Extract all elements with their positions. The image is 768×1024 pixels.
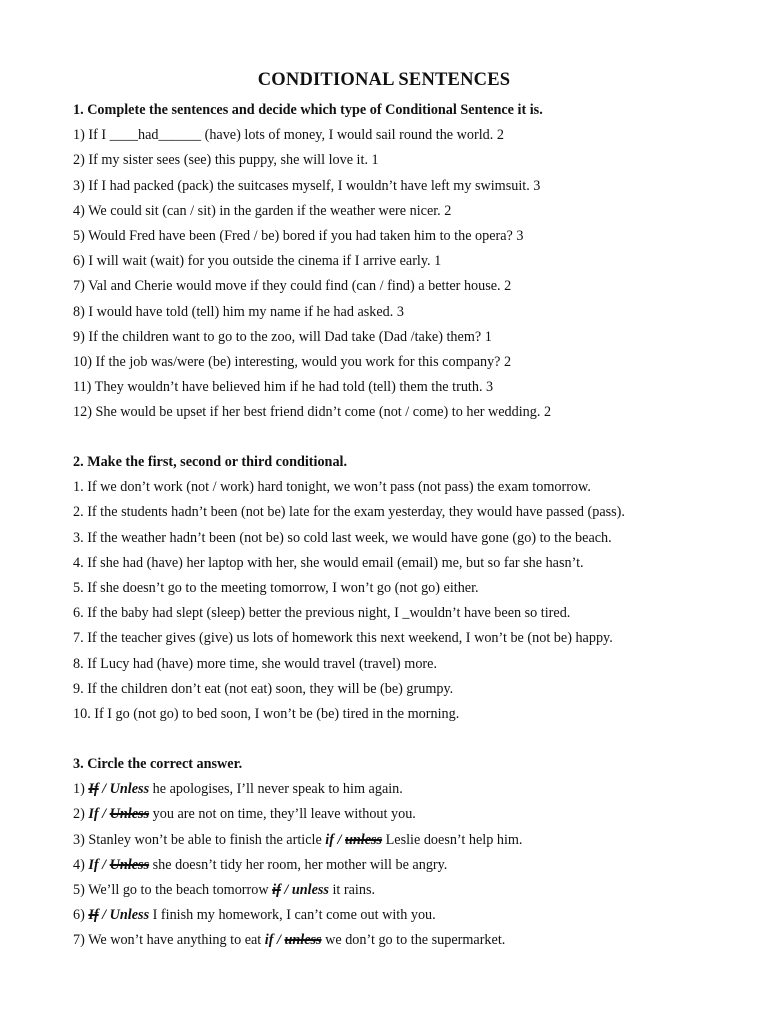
sentence-text: Stanley won’t be able to finish the article	[88, 831, 326, 848]
exercise-line: 10. If I go (not go) to bed soon, I won’t be (be) tired in the morning.	[73, 705, 460, 722]
exercise-line: 1) If I ____had______ (have) lots of money, I would sail round the world. 2	[73, 127, 504, 144]
exercise-line: 7. If the teacher gives (give) us lots of homework this next weekend, I won’t be (not be) happy.	[73, 630, 613, 647]
choice-line	[73, 806, 733, 831]
item-number: 7)	[73, 932, 89, 949]
exercise-line: 2. If the students hadn’t been (not be) late for the exam yesterday, they would have passed (pass).	[73, 504, 625, 521]
option-if: If	[88, 806, 99, 823]
section-circle-answer	[73, 756, 733, 958]
option-unless: Unless	[109, 907, 150, 924]
option-unless: Unless	[109, 781, 150, 798]
section-make-conditional	[73, 454, 733, 731]
sentence-text: you are not on time, they’ll leave without you.	[149, 806, 416, 823]
item-number: 3)	[73, 831, 89, 848]
option-separator: /	[333, 831, 346, 848]
option-separator: /	[98, 907, 110, 924]
sentence-text: We’ll go to the beach tomorrow	[88, 881, 273, 898]
exercise-line: 11) They wouldn’t have believed him if he had told (tell) them the truth. 3	[73, 379, 494, 396]
option-separator: /	[98, 856, 110, 873]
sentence-text: Leslie doesn’t help him.	[382, 831, 523, 848]
item-number: 6)	[73, 907, 89, 924]
sentence-text: I finish my homework, I can’t come out with you.	[149, 907, 436, 924]
exercise-line: 6) I will wait (wait) for you outside the cinema if I arrive early. 1	[73, 253, 442, 270]
choice-line	[73, 832, 733, 857]
sentence-text: we don’t go to the supermarket.	[321, 932, 506, 949]
exercise-line: 3) If I had packed (pack) the suitcases myself, I wouldn’t have left my swimsuit. 3	[73, 177, 541, 194]
item-number: 2)	[73, 806, 89, 823]
option-if: if	[264, 932, 274, 949]
option-separator: /	[98, 781, 110, 798]
exercise-line: 8) I would have told (tell) him my name if he had asked. 3	[73, 303, 404, 320]
option-if: If	[88, 781, 99, 798]
option-if: If	[88, 856, 99, 873]
sentence-text: she doesn’t tidy her room, her mother will be angry.	[149, 856, 448, 873]
section-heading: 1. Complete the sentences and decide which type of Conditional Sentence it is.	[73, 102, 543, 118]
item-number: 4)	[73, 856, 89, 873]
option-unless: unless	[284, 932, 322, 949]
option-unless: unless	[345, 831, 383, 848]
exercise-line: 7) Val and Cherie would move if they could find (can / find) a better house. 2	[73, 278, 512, 295]
exercise-line: 6. If the baby had slept (sleep) better the previous night, I _wouldn’t have been so tired.	[73, 605, 571, 622]
choice-line	[73, 857, 733, 882]
sentence-text: it rains.	[328, 881, 376, 898]
exercise-line: 4. If she had (have) her laptop with her, she would email (email) me, but so far she hasn’t.	[73, 554, 584, 571]
exercise-line: 5) Would Fred have been (Fred / be) bored if you had taken him to the opera? 3	[73, 227, 524, 244]
exercise-line: 12) She would be upset if her best friend didn’t come (not / come) to her wedding. 2	[73, 404, 552, 421]
choice-line	[73, 882, 733, 907]
item-number: 1)	[73, 781, 89, 798]
exercise-line: 9. If the children don’t eat (not eat) soon, they will be (be) grumpy.	[73, 680, 454, 697]
exercise-line: 9) If the children want to go to the zoo, will Dad take (Dad /take) them? 1	[73, 328, 492, 345]
section-heading: 2. Make the first, second or third conditional.	[73, 454, 348, 470]
exercise-line: 2) If my sister sees (see) this puppy, she will love it. 1	[73, 152, 379, 169]
option-separator: /	[280, 881, 292, 898]
option-unless: Unless	[109, 806, 150, 823]
section-complete-sentences	[73, 102, 733, 429]
option-unless: unless	[291, 881, 329, 898]
option-if: If	[88, 907, 99, 924]
exercise-line: 1. If we don’t work (not / work) hard tonight, we won’t pass (not pass) the exam tomorrow.	[73, 479, 591, 496]
choice-line	[73, 932, 733, 957]
option-unless: Unless	[109, 856, 150, 873]
option-separator: /	[98, 806, 110, 823]
exercise-line: 8. If Lucy had (have) more time, she would travel (travel) more.	[73, 655, 438, 672]
exercise-line: 4) We could sit (can / sit) in the garden if the weather were nicer. 2	[73, 202, 452, 219]
page-title: CONDITIONAL SENTENCES	[257, 70, 511, 90]
option-separator: /	[273, 932, 285, 949]
item-number: 5)	[73, 881, 89, 898]
exercise-line: 3. If the weather hadn’t been (not be) so cold last week, we would have gone (go) to the beach.	[73, 529, 612, 546]
sentence-text: We won’t have anything to eat	[88, 932, 265, 949]
option-if: if	[272, 881, 281, 898]
option-if: if	[325, 831, 334, 848]
choice-line	[73, 781, 733, 806]
exercise-line: 10) If the job was/were (be) interesting, would you work for this company? 2	[73, 353, 512, 370]
exercise-line: 5. If she doesn’t go to the meeting tomorrow, I won’t go (not go) either.	[73, 579, 479, 596]
section-heading: 3. Circle the correct answer.	[73, 756, 243, 772]
sentence-text: he apologises, I’ll never speak to him again.	[149, 781, 403, 798]
choice-line	[73, 907, 733, 932]
